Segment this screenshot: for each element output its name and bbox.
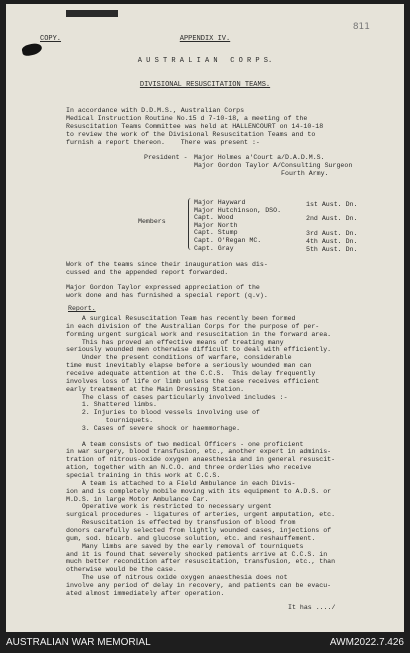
taylor-line: work done and has furnished a special report (q.v).: [66, 292, 268, 299]
report-line: Many limbs are saved by the early removal of tourniquets: [66, 542, 304, 550]
taylor-line: Major Gordon Taylor expressed appreciation of the: [66, 284, 260, 291]
report-line: Resuscitation is effected by transfusion of blood from: [66, 519, 296, 527]
report-line: much better recondition after resuscitation, transfusion, etc., than: [66, 558, 336, 566]
president-line: Fourth Army.: [194, 170, 329, 177]
report-line: 2. Injuries to blood vessels involving use of: [66, 409, 260, 417]
report-line: involve any period of delay in recovery, and patients can be evacu-: [66, 581, 332, 589]
pencil-folio-note: 811: [352, 22, 370, 32]
footer-institution: AUSTRALIAN WAR MEMORIAL: [6, 637, 151, 648]
report-line: gum, sod. bicarb. and glucose solution, etc. and reshauffement.: [66, 534, 316, 542]
report-line: The class of cases particularly involved includes :-: [66, 393, 288, 401]
members-brace: [188, 198, 192, 250]
report-line: ated almost immediately after operation.: [66, 589, 225, 597]
report-line: M.D.S. in large Motor Ambulance Car.: [66, 495, 209, 503]
work-line: cussed and the appended report forwarded.: [66, 269, 229, 276]
division-label: 1st Aust. Dn.: [306, 201, 358, 208]
corps-title: A U S T R A L I A N C O R P S.: [137, 57, 273, 65]
intro-line: to review the work of the Divisional Resuscitation Teams and to: [66, 131, 316, 138]
report-line: forming urgent surgical work and resuscitation in the forward area.: [66, 330, 332, 338]
report-line: early treatment at the Main Dressing Station.: [66, 385, 245, 393]
intro-line: Medical Instruction Routine No.15 d 7-10-18, a meeting of the: [66, 115, 308, 122]
member-name: Capt. O'Regan MC.: [194, 237, 262, 244]
report-line: and it is found that severely shocked patients arrive at C.C.S. in: [66, 550, 328, 558]
member-name: Capt. Gray: [194, 244, 234, 252]
report-line: seriously wounded men otherwise difficult to deal with efficiently.: [66, 346, 332, 354]
president-line: Major Gordon Taylor A/Consulting Surgeon: [194, 162, 353, 169]
document-heading: DIVISIONAL RESUSCITATION TEAMS.: [139, 81, 271, 89]
copy-label: COPY.: [40, 35, 62, 43]
work-line: Work of the teams since their inauguration was dis-: [66, 261, 268, 268]
members-label: Members: [138, 218, 166, 225]
report-line: tourniquets.: [66, 417, 154, 425]
report-line: 1. Shattered limbs.: [66, 401, 158, 409]
member-name: Capt. Stump: [194, 229, 238, 237]
intro-line: In accordance with D.D.M.S., Australian Corps: [66, 107, 245, 114]
report-line: in each division of the Australian Corps for the purpose of per-: [66, 322, 320, 330]
report-line: otherwise would be the case.: [66, 566, 177, 574]
continuation-text: It has ..../: [288, 604, 336, 611]
report-line: special training in this work at C.C.S.: [66, 472, 221, 479]
division-label: 3rd Aust. Dn.: [306, 230, 358, 237]
president-line: Major Holmes a'Court a/D.A.D.M.S.: [194, 154, 325, 161]
report-line: in war surgery, blood transfusion, etc., another expert in adminis-: [66, 448, 332, 456]
ink-blot: [21, 42, 43, 57]
report-line: surgical procedures - ligatures of arteries, urgent amputation, etc.: [66, 511, 336, 519]
member-name: Capt. Wood: [194, 214, 234, 222]
footer-accession-number: AWM2022.7.426: [329, 637, 404, 648]
tape-mark: [66, 10, 118, 17]
member-name: Major Hayward: [194, 199, 246, 206]
intro-line: furnish a report thereon. There was present :-: [66, 139, 260, 146]
report-line: Operative work is restricted to necessary urgent: [66, 503, 272, 511]
report-line: The use of nitrous oxide oxygen anaesthesia does not: [66, 574, 288, 582]
report-line: tration of nitrous-oxide oxygen anaesthesia and in general resuscit-: [66, 456, 336, 464]
report-line: 3. Cases of severe shock or haemmorhage.: [66, 424, 241, 432]
archive-footer: [0, 632, 410, 653]
report-line: time must inevitably elapse before a seriously wounded man can: [66, 362, 312, 370]
report-line: involves loss of life or limb unless the case receives efficient: [66, 377, 320, 385]
report-line: This has proved an effective means of treating many: [66, 338, 284, 346]
president-label: President -: [144, 154, 188, 161]
report-line: receive adequate attention at the C.C.S. This delay frequently: [66, 369, 316, 377]
report-line: A surgical Resuscitation Team has recently been formed: [66, 315, 296, 322]
division-label: 2nd Aust. Dn.: [306, 215, 358, 222]
report-line: donors carefully selected from lightly wounded cases, injections of: [66, 526, 332, 534]
document-page: [6, 4, 404, 632]
member-name: Major Hutchinson, DSO.: [194, 206, 282, 214]
report-line: A team consists of two medical Officers - one proficient: [66, 440, 304, 448]
report-line: Under the present conditions of warfare, considerable: [66, 354, 292, 362]
report-line: A team is attached to a Field Ambulance in each Divis-: [66, 479, 296, 487]
division-label: 5th Aust. Dn.: [306, 246, 358, 253]
intro-line: Resuscitation Teams Committee was held at HALLENCOURT on 14-10-18: [66, 123, 324, 130]
member-name: Major North: [194, 221, 238, 229]
report-line: ation, together with an N.C.O. and three orderlies who receive: [66, 464, 312, 472]
division-label: 4th Aust. Dn.: [306, 238, 358, 245]
appendix-label: APPENDIX IV.: [179, 35, 231, 43]
report-line: ion and is completely mobile moving with its equipment to A.D.S. or: [66, 487, 332, 495]
report-label: Report.: [68, 305, 96, 312]
